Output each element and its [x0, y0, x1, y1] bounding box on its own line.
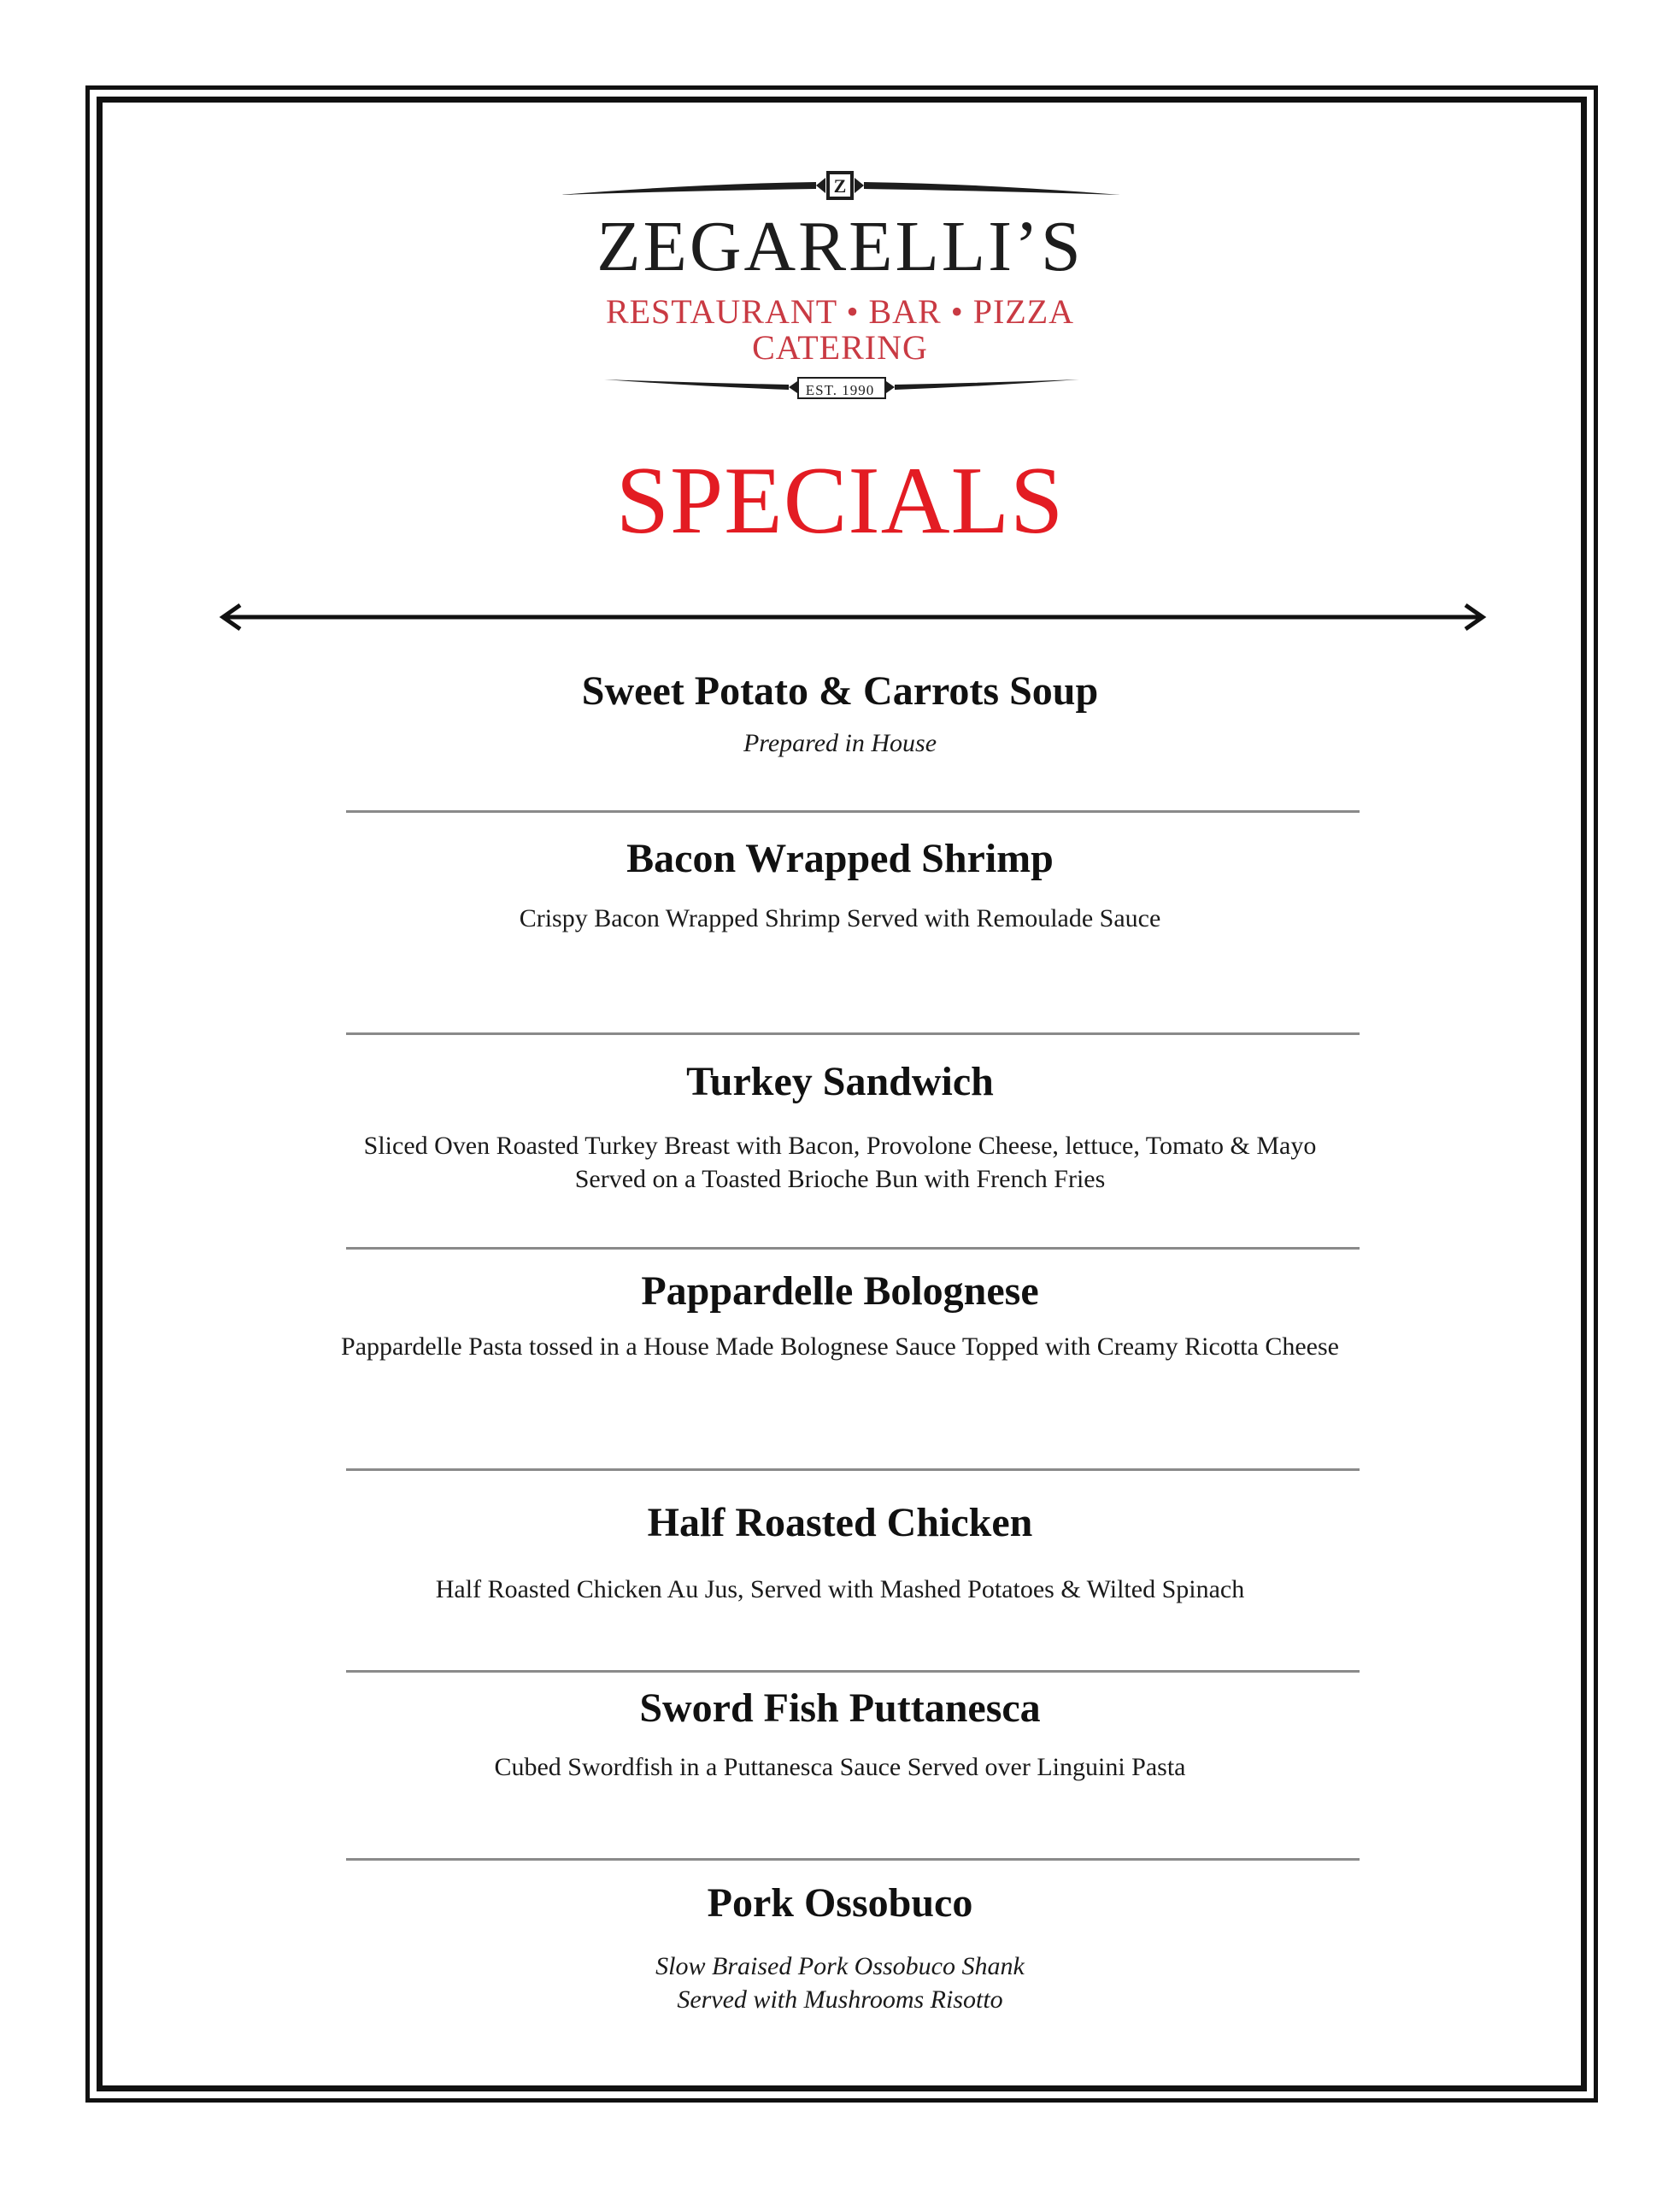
- menu-item-description: Half Roasted Chicken Au Jus, Served with Mashed Potatoes & Wilted Spinach: [435, 1575, 1245, 1603]
- menu-divider: [346, 1858, 1360, 1861]
- menu-item-description: Pappardelle Pasta tossed in a House Made Bolognese Sauce Topped with Creamy Ricotta Cheese: [341, 1332, 1339, 1361]
- logo-top-ornament: [560, 167, 1120, 206]
- menu-item-title: Bacon Wrapped Shrimp: [626, 836, 1054, 881]
- menu-item-title: Sweet Potato & Carrots Soup: [581, 668, 1099, 714]
- double-arrow-divider: [218, 600, 1488, 634]
- logo-subtitle: RESTAURANT • BAR • PIZZA: [605, 292, 1075, 331]
- menu-item-description: Cubed Swordfish in a Puttanesca Sauce Served over Linguini Pasta: [494, 1753, 1186, 1781]
- menu-divider: [346, 810, 1360, 813]
- menu-item-title: Sword Fish Puttanesca: [639, 1685, 1041, 1731]
- menu-item-description: Crispy Bacon Wrapped Shrimp Served with Remoulade Sauce: [519, 904, 1161, 932]
- menu-divider: [346, 1247, 1360, 1250]
- logo-name: ZEGARELLI’S: [596, 207, 1084, 286]
- logo-catering: CATERING: [752, 328, 928, 367]
- menu-item-title: Turkey Sandwich: [686, 1059, 994, 1104]
- menu-item-description: Sliced Oven Roasted Turkey Breast with Bacon, Provolone Cheese, lettuce, Tomato & Mayo: [363, 1132, 1317, 1160]
- menu-item-title: Half Roasted Chicken: [647, 1500, 1033, 1545]
- menu-item-title: Pork Ossobuco: [707, 1880, 973, 1926]
- menu-divider: [346, 1032, 1360, 1035]
- menu-item-description: Slow Braised Pork Ossobuco Shank: [655, 1952, 1025, 1980]
- menu-item-description: Served with Mushrooms Risotto: [677, 1985, 1003, 2014]
- menu-divider: [346, 1468, 1360, 1471]
- restaurant-logo: [0, 167, 1680, 415]
- menu-divider: [346, 1670, 1360, 1673]
- menu-item-title: Pappardelle Bolognese: [641, 1268, 1039, 1314]
- menu-item-description: Prepared in House: [743, 729, 937, 757]
- logo-established: EST. 1990: [805, 382, 875, 398]
- page-title: SPECIALS: [615, 448, 1065, 554]
- logo-badge-letter: Z: [833, 175, 847, 197]
- menu-item-description: Served on a Toasted Brioche Bun with French Fries: [574, 1165, 1106, 1193]
